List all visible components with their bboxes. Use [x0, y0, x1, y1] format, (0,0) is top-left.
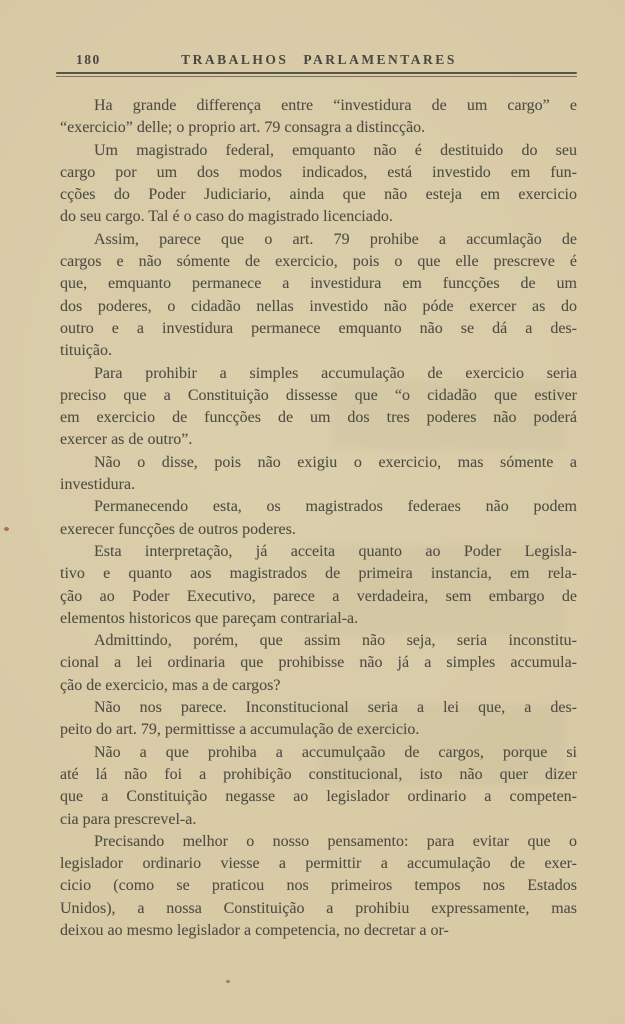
paragraph	[60, 496, 577, 541]
text-line: cções do Poder Judiciario, ainda que não esteja em exercicio	[60, 186, 577, 204]
text-line: preciso que a Constituição dissesse que “o cidadão que estiver	[60, 386, 577, 404]
text-line: peito do art. 79, permittisse a accumulação de exercicio.	[60, 721, 420, 739]
text-line: Não o disse, pois não exigiu o exercicio, mas sómente a	[94, 453, 577, 471]
text-line: investidura.	[60, 476, 136, 494]
text-line: que a Constituição negasse ao legislador ordinario a competen-	[60, 788, 577, 806]
paragraph	[60, 630, 577, 697]
paragraph	[60, 140, 577, 229]
text-line: que, emquanto permanece a investidura em funcções de um	[60, 275, 577, 293]
text-line: cicio (como se praticou nos primeiros tempos nos Estados	[60, 877, 577, 895]
text-line: legislador ordinario viesse a permittir a accumulação de exer-	[60, 855, 577, 873]
text-line: cargo por um dos modos indicados, está investido em fun-	[60, 163, 577, 181]
page-number: 180	[76, 52, 101, 67]
text-line: outro e a investidura permanece emquanto não se dá a des-	[60, 319, 577, 337]
page-header	[60, 52, 578, 70]
text-line: cargos e não sómente de exercicio, pois o que elle prescreve é	[60, 253, 577, 271]
text-line: tivo e quanto aos magistrados de primeira instancia, em rela-	[60, 565, 577, 583]
header-rule	[56, 72, 577, 77]
header-rule-thin-line	[56, 76, 577, 77]
paragraph	[60, 452, 577, 497]
header-rule-thick-line	[56, 72, 577, 74]
text-column	[60, 95, 577, 942]
paragraph	[60, 541, 577, 630]
text-line: Permanecendo esta, os magistrados federaes não podem	[94, 498, 577, 516]
text-line: tituição.	[60, 342, 112, 360]
text-line: ção ao Poder Executivo, parece a verdadeira, sem embargo de	[60, 587, 577, 605]
paragraph	[60, 697, 577, 742]
text-line: exercer as de outro”.	[60, 431, 193, 449]
text-line: em exercicio de funcções de um dos tres poderes não poderá	[60, 409, 577, 427]
text-line: cional a lei ordinaria que prohibisse não já a simples accumula-	[60, 654, 577, 672]
text-line: Esta interpretação, já acceita quanto ao Poder Legisla-	[94, 542, 577, 560]
text-line: ção de exercicio, mas a de cargos?	[60, 676, 281, 694]
text-line: dos poderes, o cidadão nellas investido não póde exercer as do	[60, 297, 577, 315]
text-line: cia para prescrevel-a.	[60, 810, 197, 828]
text-line: do seu cargo. Tal é o caso do magistrado licenciado.	[60, 208, 393, 226]
paragraph	[60, 229, 577, 363]
text-line: Um magistrado federal, emquanto não é destituido do seu	[94, 141, 577, 159]
text-line: até lá não foi a prohibição constitucional, isto não quer dizer	[60, 765, 577, 783]
text-line: Precisando melhor o nosso pensamento: para evitar que o	[94, 832, 577, 850]
text-line: Ha grande differença entre “investidura de um cargo” e	[94, 97, 577, 114]
text-line: exerecer funcções de outros poderes.	[60, 520, 296, 538]
text-line: elementos historicos que pareçam contrarial-a.	[60, 609, 359, 627]
text-line: Não nos parece. Inconstitucional seria a lei que, a des-	[94, 699, 577, 717]
text-line: Unidos), a nossa Constituição a prohibiu expressamente, mas	[60, 899, 577, 917]
paragraph	[60, 742, 577, 831]
text-line: Para prohibir a simples accumulação de exercicio seria	[94, 364, 577, 382]
text-line: Admittindo, porém, que assim não seja, seria inconstitu-	[94, 632, 577, 650]
running-title: TRABALHOS PARLAMENTARES	[181, 52, 457, 67]
paragraph	[60, 831, 577, 942]
paragraph	[60, 95, 577, 140]
text-line: Não a que prohiba a accumulçaão de cargos, porque si	[94, 743, 577, 761]
text-line: “exercicio” delle; o proprio art. 79 consagra a distincção.	[60, 119, 426, 137]
text-line: Assim, parece que o art. 79 prohibe a accumlação de	[94, 230, 577, 248]
paper-speck	[226, 980, 230, 983]
text-line: deixou ao mesmo legislador a competencia, no decretar a or-	[60, 921, 449, 939]
paper-speck	[4, 527, 9, 531]
paragraph	[60, 363, 577, 452]
